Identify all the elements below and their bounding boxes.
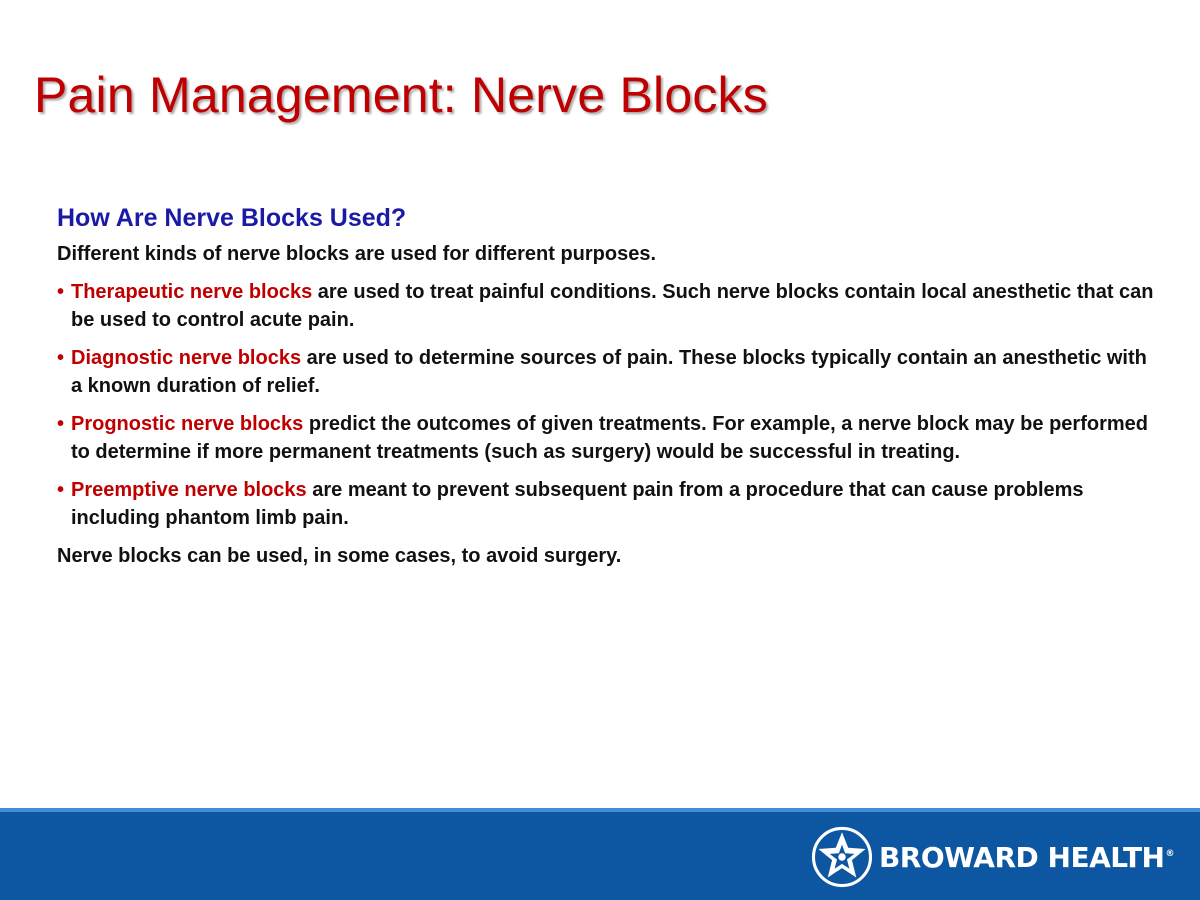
logo-text [879,841,1174,874]
term-diagnostic: Diagnostic nerve blocks [71,347,302,369]
term-therapeutic: Therapeutic nerve blocks [71,281,313,303]
bullet-marker: • [57,347,65,369]
registered-mark: ® [1165,849,1174,860]
bullet-marker: • [57,281,65,303]
logo-wordmark: BROWARD HEALTH [878,840,1165,874]
term-prognostic: Prognostic nerve blocks [71,413,304,435]
bullet-marker: • [57,479,65,501]
intro-text: Different kinds of nerve blocks are used for different purposes. [57,243,657,265]
bullet-text: are meant to prevent subsequent pain from a procedure that can cause problems including phantom limb pain. [71,479,1084,529]
section-heading: How Are Nerve Blocks Used? [57,204,407,232]
bullet-text: predict the outcomes of given treatments. For example, a nerve block may be performed to determine if more permanent treatments (such as surgery) would be successful in treating. [71,413,1148,463]
slide-title: Pain Management: Nerve Blocks [34,67,768,123]
bullet-text: are used to treat painful conditions. Such nerve blocks contain local anesthetic that can be used to control acute pain. [71,281,1154,331]
bullet-therapeutic [57,278,1157,334]
bullet-diagnostic [57,344,1157,400]
bullet-prognostic [57,410,1157,466]
footer-bar [0,808,1200,900]
term-preemptive: Preemptive nerve blocks [71,479,307,501]
bullet-preemptive [57,476,1157,532]
outro-text: Nerve blocks can be used, in some cases, to avoid surgery. [57,545,622,567]
bullet-list [57,278,1157,532]
star-emblem-icon [811,826,873,888]
broward-health-logo [811,826,1174,888]
slide-content [57,202,1157,580]
bullet-marker: • [57,413,65,435]
bullet-text: are used to determine sources of pain. These blocks typically contain an anesthetic with a known duration of relief. [71,347,1147,397]
